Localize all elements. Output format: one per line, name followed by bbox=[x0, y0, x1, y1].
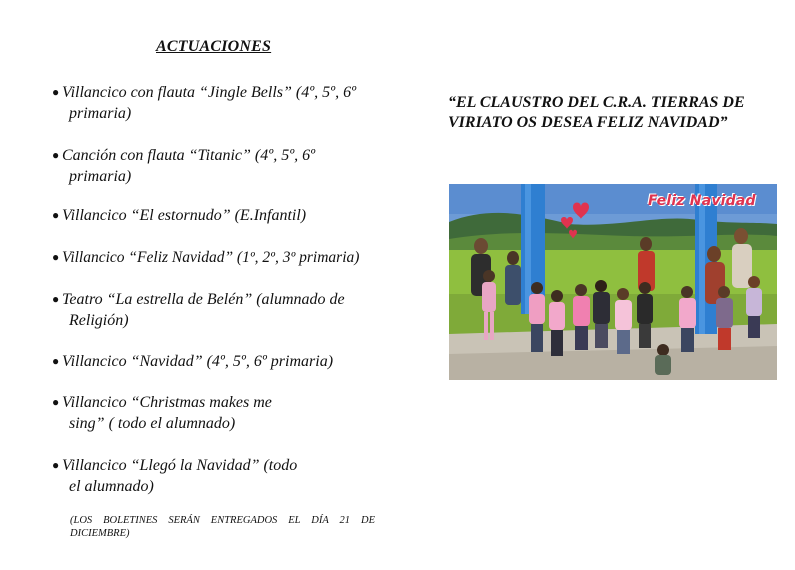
greeting-line-2: VIRIATO OS DESEA FELIZ NAVIDAD” bbox=[448, 114, 728, 131]
greeting-line-1: “EL CLAUSTRO DEL C.R.A. TIERRAS DE bbox=[448, 94, 745, 111]
list-item bbox=[52, 82, 382, 124]
christmas-greeting bbox=[448, 93, 758, 133]
group-photo-illustration bbox=[449, 184, 777, 380]
bullet-icon: ● bbox=[52, 458, 60, 472]
bulletin-note: (LOS BOLETINES SERÁN ENTREGADOS EL DÍA 21 DE DICIEMBRE) bbox=[70, 515, 375, 539]
list-item bbox=[52, 205, 382, 226]
list-item bbox=[52, 145, 382, 187]
list-item bbox=[52, 392, 382, 434]
bullet-icon: ● bbox=[52, 85, 60, 99]
list-item bbox=[52, 247, 382, 268]
bullet-icon: ● bbox=[52, 395, 60, 409]
item-text: Villancico “Christmas makes me bbox=[62, 394, 272, 411]
list-item bbox=[52, 455, 382, 497]
item-text-continued: primaria) bbox=[69, 168, 132, 185]
item-text-continued: el alumnado) bbox=[69, 478, 154, 495]
item-text: Teatro “La estrella de Belén” (alumnado de bbox=[62, 291, 345, 308]
bullet-icon: ● bbox=[52, 354, 60, 368]
bullet-icon: ● bbox=[52, 208, 60, 222]
item-text: Villancico “Feliz Navidad” (1º, 2º, 3º primaria) bbox=[62, 249, 360, 266]
item-text: Villancico “Llegó la Navidad” (todo bbox=[62, 457, 298, 474]
item-text-continued: Religión) bbox=[69, 312, 129, 329]
item-text: Villancico “Navidad” (4º, 5º, 6º primaria) bbox=[62, 353, 334, 370]
group-photo bbox=[449, 184, 777, 380]
bullet-icon: ● bbox=[52, 148, 60, 162]
item-text: Villancico “El estornudo” (E.Infantil) bbox=[62, 207, 307, 224]
item-text: Villancico con flauta “Jingle Bells” (4º, 5º, 6º bbox=[62, 84, 357, 101]
list-item bbox=[52, 289, 382, 331]
bullet-icon: ● bbox=[52, 292, 60, 306]
item-text-continued: sing” ( todo el alumnado) bbox=[69, 415, 236, 432]
list-item bbox=[52, 351, 382, 372]
bullet-icon: ● bbox=[52, 250, 60, 264]
item-text-continued: primaria) bbox=[69, 105, 132, 122]
page-title: ACTUACIONES bbox=[156, 38, 272, 55]
photo-caption: Feliz Navidad bbox=[648, 193, 756, 209]
item-text: Canción con flauta “Titanic” (4º, 5º, 6º bbox=[62, 147, 316, 164]
